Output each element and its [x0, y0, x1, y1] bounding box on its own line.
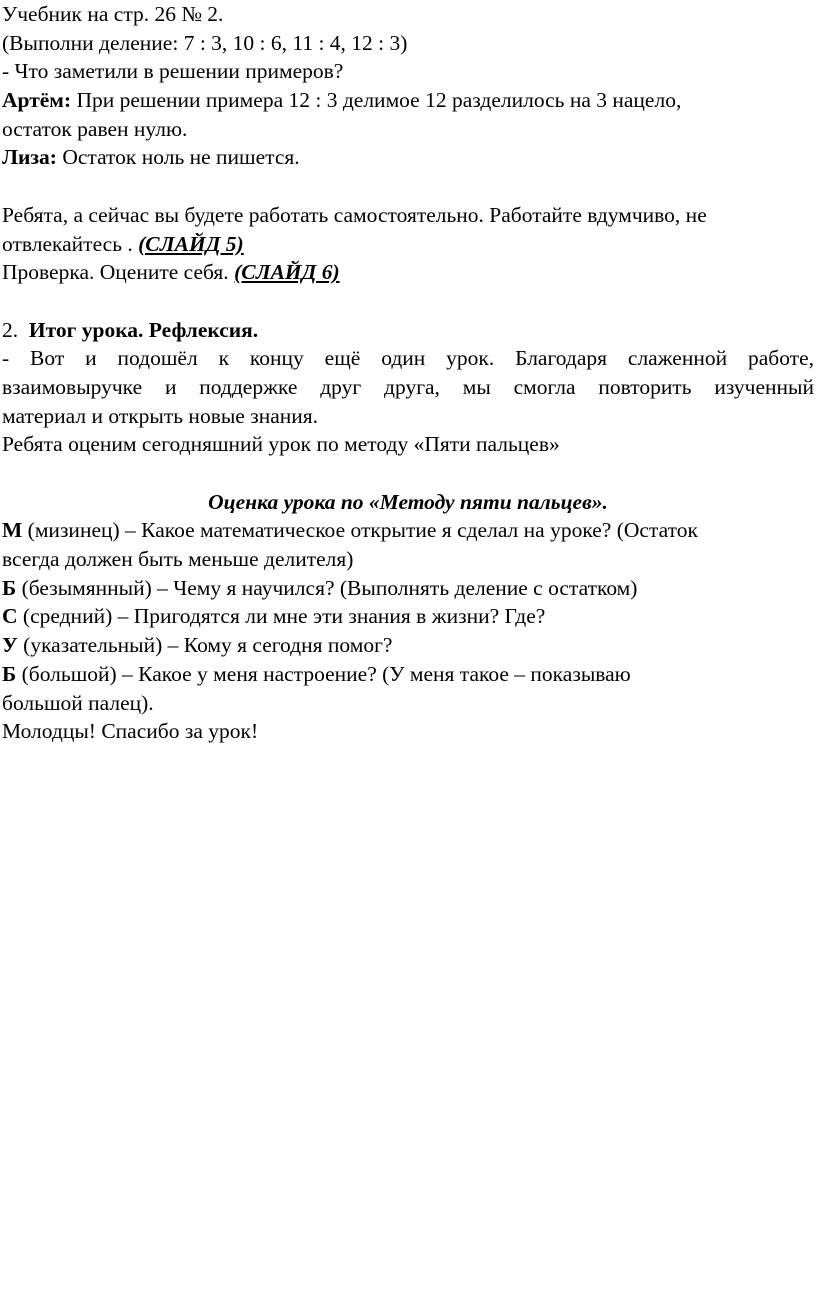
- question-line: - Что заметили в решении примеров?: [2, 59, 344, 84]
- finger-thumb-line-2: большой палец).: [2, 690, 154, 715]
- slide-5-reference: (СЛАЙД 5): [138, 231, 244, 256]
- finger-pinky-line-2: всегда должен быть меньше делителя): [2, 547, 354, 572]
- reflection-line-2: взаимовыручке и поддержке друг друга, мы смогла повторить изученный: [2, 374, 814, 399]
- finger-ring-line: [2, 574, 816, 603]
- finger-text: (безымянный) – Чему я научился? (Выполнять деление с остатком): [16, 575, 638, 600]
- blank-line: [2, 287, 816, 316]
- artem-answer-line-2: остаток равен нулю.: [2, 116, 188, 141]
- finger-letter: М: [2, 518, 23, 543]
- section-title: Итог урока. Рефлексия.: [28, 317, 259, 342]
- reflection-line-3: материал и открыть новые знания.: [2, 403, 319, 428]
- finger-text: (мизинец) – Какое математическое открытие я сделал на уроке? (Остаток: [22, 518, 698, 543]
- check-text: Проверка. Оцените себя.: [2, 260, 235, 285]
- finger-letter: Б: [2, 575, 17, 600]
- liza-speaker: Лиза:: [2, 145, 57, 170]
- check-line: [2, 258, 816, 287]
- reflection-line-1: - Вот и подошёл к концу ещё один урок. Благодаря слаженной работе,: [2, 346, 814, 371]
- reflection-line-4: Ребята оценим сегодняшний урок по методу «Пяти пальцев»: [2, 432, 560, 457]
- blank-line: [2, 459, 816, 488]
- finger-index-line: [2, 631, 816, 660]
- artem-answer-text-1: При решении примера 12 : 3 делимое 12 разделилось на 3 нацело,: [71, 88, 682, 113]
- textbook-reference: Учебник на стр. 26 № 2.: [2, 2, 224, 26]
- liza-answer-line: [2, 143, 816, 172]
- finger-letter: С: [2, 604, 18, 629]
- artem-speaker: Артём:: [2, 88, 72, 113]
- blank-line: [2, 172, 816, 201]
- finger-letter: Б: [2, 661, 17, 686]
- section-heading: [2, 316, 816, 345]
- section-number: 2.: [2, 317, 19, 342]
- artem-answer-line-1: [2, 86, 816, 115]
- division-task: (Выполни деление: 7 : 3, 10 : 6, 11 : 4, 12 : 3): [2, 30, 408, 55]
- finger-text: (средний) – Пригодятся ли мне эти знания в жизни? Где?: [17, 604, 546, 629]
- closing-line: Молодцы! Спасибо за урок!: [2, 719, 259, 744]
- finger-middle-line: [2, 602, 816, 631]
- work-instruction-line-1: Ребята, а сейчас вы будете работать самостоятельно. Работайте вдумчиво, не: [2, 202, 707, 227]
- finger-text: (большой) – Какое у меня настроение? (У меня такое – показываю: [16, 661, 631, 686]
- work-instruction-text-2: отвлекайтесь .: [2, 231, 139, 256]
- work-instruction-line-2: [2, 230, 816, 259]
- finger-pinky-line-1: [2, 516, 816, 545]
- finger-thumb-line-1: [2, 660, 816, 689]
- liza-answer-text: Остаток ноль не пишется.: [56, 145, 300, 170]
- method-title: Оценка урока по «Методу пяти пальцев».: [208, 489, 608, 514]
- finger-text: (указательный) – Кому я сегодня помог?: [17, 633, 393, 658]
- finger-letter: У: [2, 633, 18, 658]
- slide-6-reference: (СЛАЙД 6): [234, 260, 340, 285]
